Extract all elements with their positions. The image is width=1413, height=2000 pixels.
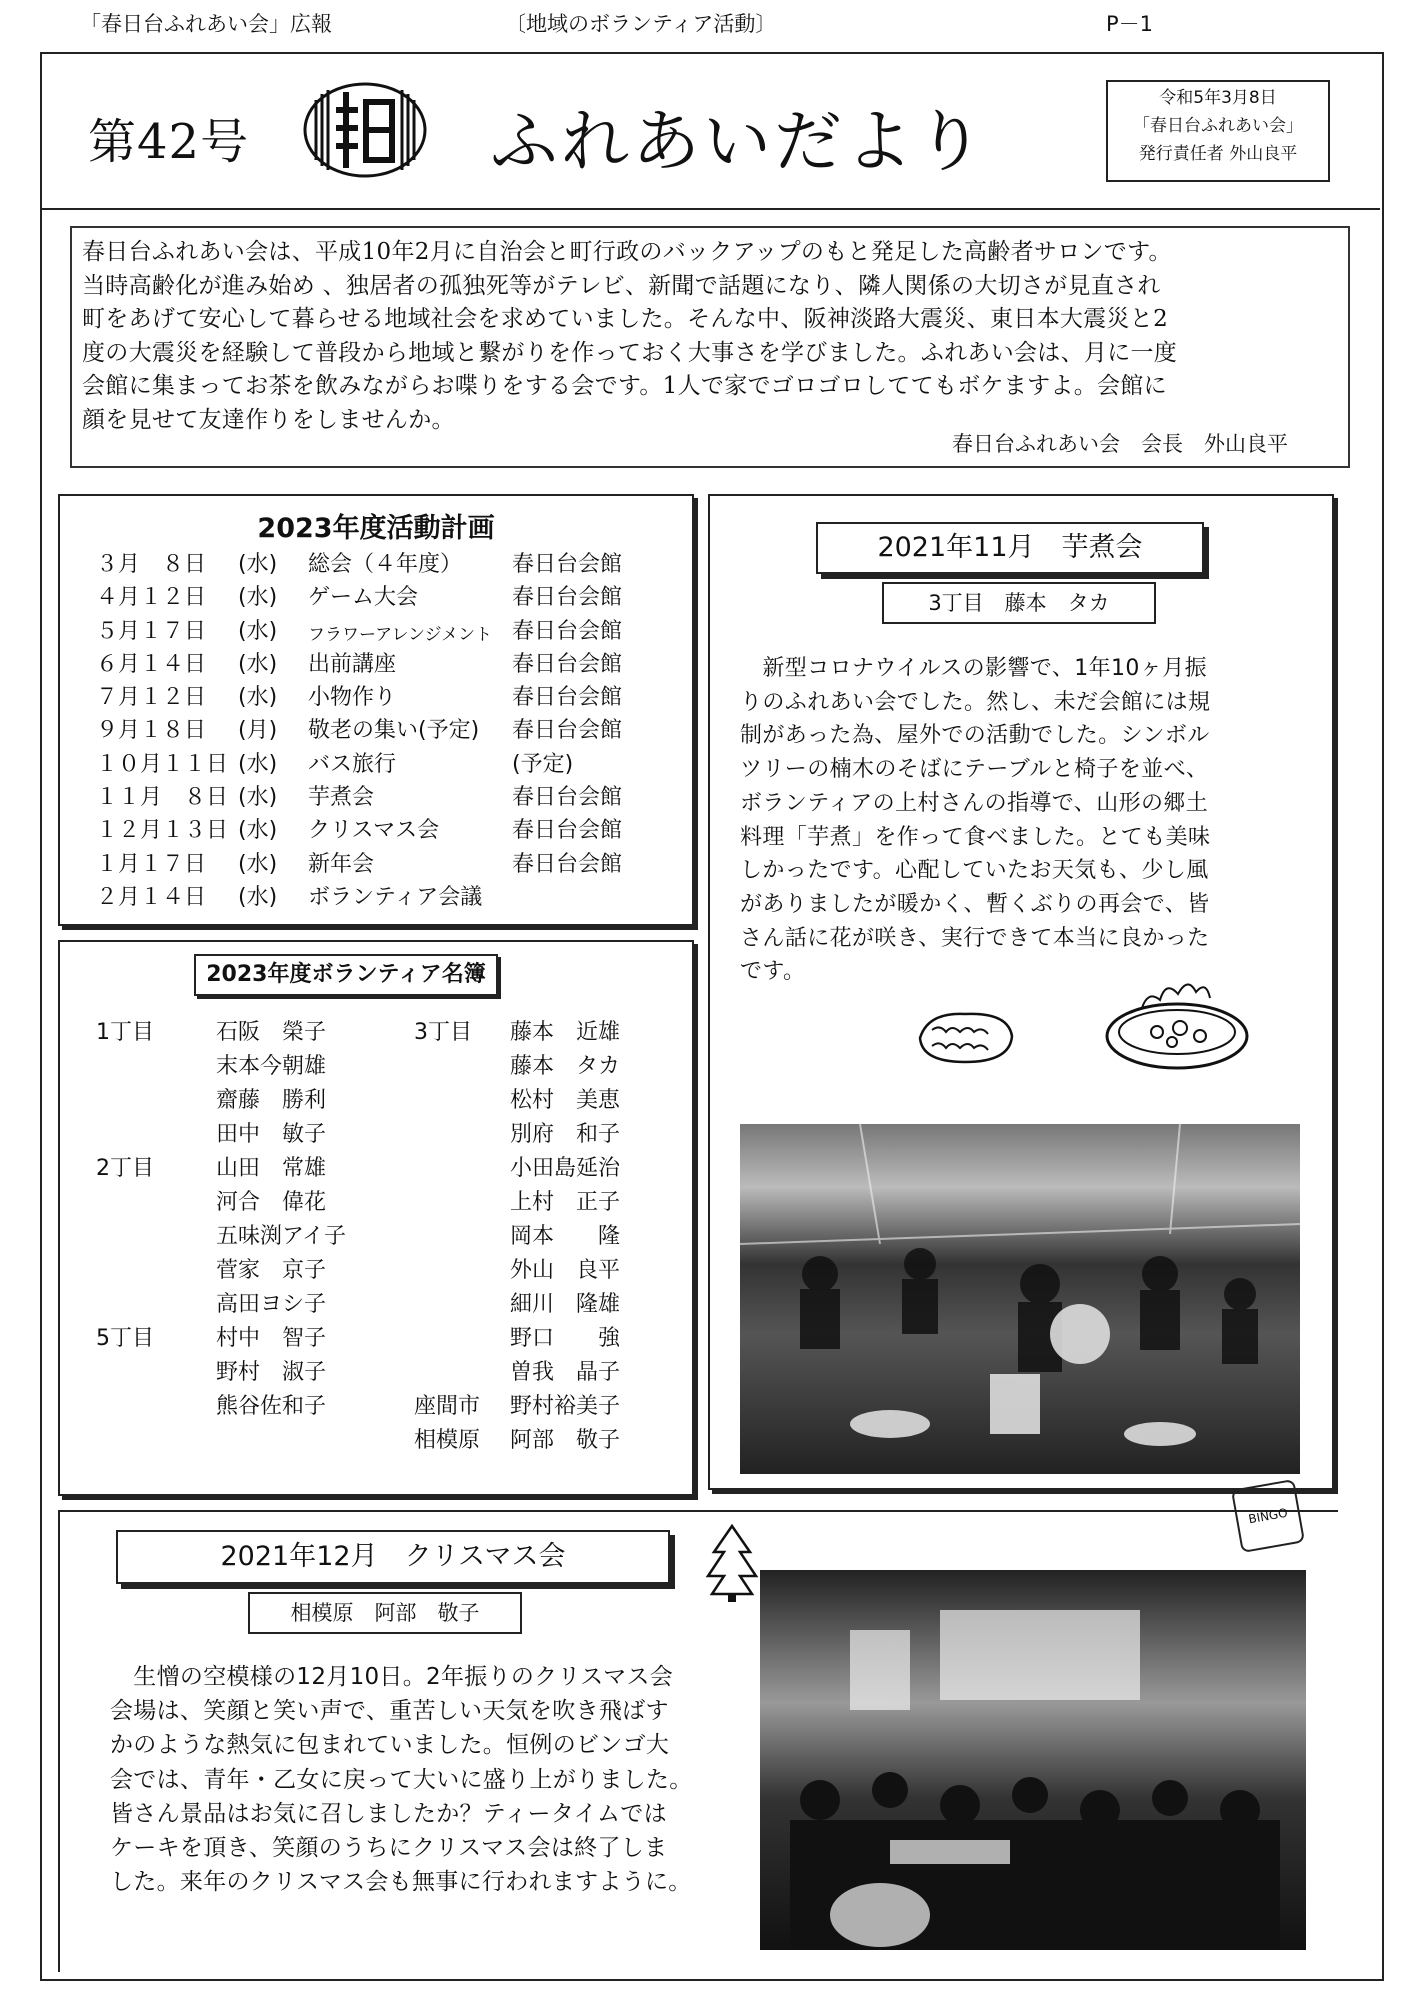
plan-day: (水): [238, 818, 278, 844]
plan-day: (水): [238, 751, 278, 777]
imoni-line: がありましたが暖かく、暫くぶりの再会で、皆: [740, 891, 1210, 917]
volunteer-name: 田中 敏子: [216, 1122, 327, 1147]
volunteer-list-title: 2023年度ボランティア名簿: [194, 954, 498, 996]
plan-event: 小物作り: [308, 685, 397, 711]
plan-place: 春日台会館: [512, 785, 623, 811]
plan-place: 春日台会館: [512, 718, 623, 744]
christmas-tree-icon: [702, 1522, 762, 1602]
plan-date: ６月１４日: [96, 651, 207, 677]
imoni-line: ツリーの楠木のそばにテーブルと椅子を並べ、: [740, 757, 1209, 783]
volunteer-name: 野村裕美子: [510, 1394, 621, 1419]
plan-date: １月１７日: [96, 851, 207, 877]
imoni-line: さん話に花が咲き、実行できて本当に良かった: [740, 925, 1210, 951]
plan-day: (水): [238, 785, 278, 811]
plan-date: ５月１７日: [96, 618, 207, 644]
intro-box: [70, 226, 1350, 468]
kasugadai-logo-icon: [300, 80, 430, 180]
volunteer-area: [414, 1152, 480, 1186]
volunteer-area: 座間市: [414, 1394, 481, 1419]
volunteer-name: 細川 隆雄: [510, 1292, 621, 1317]
publication-org: 「春日台ふれあい会」: [1133, 116, 1303, 136]
imoni-body: [740, 652, 1314, 989]
volunteer-area: [414, 1254, 480, 1288]
volunteer-name: 藤本 近雄: [510, 1020, 621, 1045]
plan-place: 春日台会館: [512, 585, 623, 611]
volunteer-area: [96, 1220, 154, 1254]
plan-place: 春日台会館: [512, 651, 623, 677]
volunteer-area: [414, 1050, 480, 1084]
plan-event: 敬老の集い(予定): [308, 718, 480, 744]
plan-day: (水): [238, 884, 278, 910]
plan-date: ３月 ８日: [96, 552, 207, 577]
christmas-article: [58, 1505, 1338, 1972]
plan-date: ７月１２日: [96, 685, 207, 711]
volunteer-name: 野口 強: [510, 1326, 621, 1351]
plan-event: ゲーム大会: [308, 585, 419, 611]
plan-event: 芋煮会: [308, 785, 375, 811]
volunteer-area: 相模原: [414, 1428, 481, 1453]
imoni-title: 2021年11月 芋煮会: [816, 522, 1204, 574]
volunteer-name: 高田ヨシ子: [216, 1292, 327, 1317]
plan-place: 春日台会館: [512, 618, 623, 644]
christmas-line: かのような熱気に包まれていました。恒例のビンゴ大: [110, 1732, 670, 1759]
plan-day: (水): [238, 618, 278, 644]
christmas-author: 相模原 阿部 敬子: [248, 1592, 522, 1634]
plan-place: (予定): [512, 751, 574, 777]
publication-date: 令和5年3月8日: [1159, 88, 1277, 108]
plan-event: バス旅行: [308, 751, 397, 777]
volunteer-name: 河合 偉花: [216, 1190, 327, 1215]
masthead-divider: [40, 208, 1380, 210]
intro-line: 春日台ふれあい会は、平成10年2月に自治会と町行政のバックアップのもと発足した高齢者サロンです。: [82, 239, 1172, 265]
plan-date: １２月１３日: [96, 818, 229, 844]
christmas-line: 皆さん景品はお気に召しましたか？ティータイムでは: [110, 1800, 667, 1827]
intro-line: 当時高齢化が進み始め 、独居者の孤独死等がテレビ、新聞で話題になり、隣人関係の大切さが見直され: [82, 272, 1161, 299]
christmas-line: ケーキを頂き、笑顔のうちにクリスマス会は終了しま: [110, 1835, 668, 1862]
plan-event: 出前講座: [308, 651, 397, 677]
volunteer-name: 阿部 敬子: [510, 1428, 621, 1453]
volunteer-column: [414, 1016, 480, 1458]
volunteer-name: 上村 正子: [510, 1190, 621, 1215]
volunteer-area: [414, 1322, 480, 1356]
intro-line: 町をあげて安心して暮らせる地域社会を求めていました。そんな中、阪神淡路大震災、東日本大震災と2: [82, 306, 1169, 332]
imoni-line: です。: [740, 959, 806, 985]
volunteer-area: [96, 1390, 154, 1424]
christmas-line: 生憎の空模様の12月10日。2年振りのクリスマス会: [110, 1664, 674, 1690]
intro-signature: 春日台ふれあい会 会長 外山良平: [952, 432, 1288, 456]
imoni-author: 3丁目 藤本 タカ: [882, 582, 1156, 624]
plan-event: クリスマス会: [308, 818, 440, 844]
plan-date: ９月１８日: [96, 718, 207, 744]
volunteer-name: 野村 淑子: [216, 1360, 327, 1385]
volunteer-name: 岡本 隆: [510, 1224, 621, 1249]
volunteer-area: [96, 1118, 154, 1152]
plan-place: 春日台会館: [512, 851, 623, 877]
volunteer-name: 松村 美恵: [510, 1088, 621, 1113]
christmas-body: [110, 1660, 760, 1899]
imoni-event-photo: [740, 1124, 1300, 1474]
volunteer-name: 外山 良平: [510, 1258, 621, 1283]
bingo-badge-icon: BINGO: [1231, 1479, 1305, 1553]
plan-event: ボランティア会議: [308, 884, 483, 910]
plan-day: (水): [238, 685, 278, 711]
publication-editor: 発行責任者 外山良平: [1138, 144, 1298, 164]
plan-place: 春日台会館: [512, 552, 623, 577]
imoni-line: 制があった為、屋外での活動でした。シンボル: [740, 723, 1210, 749]
volunteer-name: 小田島延治: [510, 1156, 621, 1181]
intro-text: [82, 236, 1348, 437]
intro-line: 会館に集まってお茶を飲みながらお喋りをする会です。1人で家でゴロゴロしててもボケますよ。会館に: [82, 373, 1167, 399]
volunteer-column: [216, 1016, 346, 1424]
volunteer-area: [96, 1254, 154, 1288]
volunteer-list-box: [58, 940, 694, 1496]
plan-day: (月): [238, 718, 278, 744]
volunteer-name: 山田 常雄: [216, 1156, 327, 1181]
intro-line: 度の大震災を経験して普段から地域と繋がりを作っておく大事さを学びました。ふれあい会は、月に一度: [82, 339, 1178, 366]
volunteer-name: 五味渕アイ子: [216, 1224, 347, 1249]
plan-date: ４月１２日: [96, 585, 207, 611]
intro-line: 顔を見せて友達作りをしませんか。: [82, 406, 455, 433]
plan-day: (水): [238, 585, 278, 611]
volunteer-area: [414, 1288, 480, 1322]
plan-date: １１月 ８日: [96, 785, 229, 811]
volunteer-area: [414, 1186, 480, 1220]
christmas-line: 会場は、笑顔と笑い声で、重苦しい天気を吹き飛ばす: [110, 1698, 669, 1725]
plan-date: ２月１４日: [96, 884, 207, 910]
volunteer-name: 別府 和子: [510, 1122, 621, 1147]
imoni-food-icon: [910, 1004, 1020, 1070]
volunteer-area: 3丁目: [414, 1020, 472, 1045]
plan-event: 総会（４年度）: [308, 552, 463, 577]
imoni-line: 新型コロナウイルスの影響で、1年10ヶ月振: [740, 656, 1208, 681]
plan-day: (水): [238, 851, 278, 877]
volunteer-name: 石阪 榮子: [216, 1020, 327, 1045]
volunteer-area: [96, 1186, 154, 1220]
volunteer-name: 菅家 京子: [216, 1258, 327, 1283]
volunteer-area: [96, 1356, 154, 1390]
christmas-title: 2021年12月 クリスマス会: [116, 1530, 670, 1584]
plan-day: (水): [238, 552, 278, 577]
page-number: P－1: [1106, 12, 1154, 36]
volunteer-area: 1丁目: [96, 1020, 154, 1045]
volunteer-area: [96, 1288, 154, 1322]
volunteer-column: [96, 1016, 154, 1424]
publication-info: [1106, 80, 1330, 182]
volunteer-area: [414, 1220, 480, 1254]
imoni-pot-icon: [1102, 978, 1252, 1078]
volunteer-name: 藤本 タカ: [510, 1054, 621, 1079]
volunteer-name: 村中 智子: [216, 1326, 327, 1351]
volunteer-name: 熊谷佐和子: [216, 1394, 327, 1419]
christmas-event-photo: [760, 1570, 1306, 1950]
plan-day: (水): [238, 651, 278, 677]
plan-event: 新年会: [308, 851, 375, 877]
imoni-line: ボランティアの上村さんの指導で、山形の郷土: [740, 790, 1209, 816]
header-center: 〔地域のボランティア活動〕: [505, 12, 777, 36]
activity-plan-title: 2023年度活動計画: [257, 513, 495, 544]
plan-place: 春日台会館: [512, 818, 623, 844]
activity-plan-box: [58, 494, 694, 926]
volunteer-name: 末本今朝雄: [216, 1054, 327, 1079]
plan-event: フラワーアレンジメント: [308, 624, 493, 645]
issue-number: 第42号: [88, 114, 250, 170]
volunteer-name: 曽我 晶子: [510, 1360, 621, 1385]
header-left: 「春日台ふれあい会」広報: [80, 12, 332, 36]
imoni-line: りのふれあい会でした。然し、未だ会館には規: [740, 689, 1211, 715]
christmas-line: 会では、青年・乙女に戻って大いに盛り上がりました。: [110, 1766, 693, 1793]
volunteer-area: [96, 1050, 154, 1084]
plan-date: １０月１１日: [96, 751, 229, 777]
volunteer-area: 5丁目: [96, 1326, 154, 1351]
volunteer-area: [96, 1084, 154, 1118]
volunteer-area: [414, 1084, 480, 1118]
christmas-line: した。来年のクリスマス会も無事に行われますように。: [110, 1869, 692, 1896]
imoni-line: しかったです。心配していたお天気も、少し風: [740, 858, 1209, 884]
volunteer-area: 2丁目: [96, 1156, 154, 1181]
imoni-article: [708, 494, 1334, 1490]
volunteer-area: [414, 1356, 480, 1390]
volunteer-area: [414, 1118, 480, 1152]
plan-place: 春日台会館: [512, 685, 623, 711]
imoni-line: 料理「芋煮」を作って食べました。とても美味: [740, 824, 1211, 850]
volunteer-column: [510, 1016, 620, 1458]
volunteer-name: 齋藤 勝利: [216, 1088, 327, 1113]
newsletter-title: ふれあいだより: [490, 103, 988, 182]
